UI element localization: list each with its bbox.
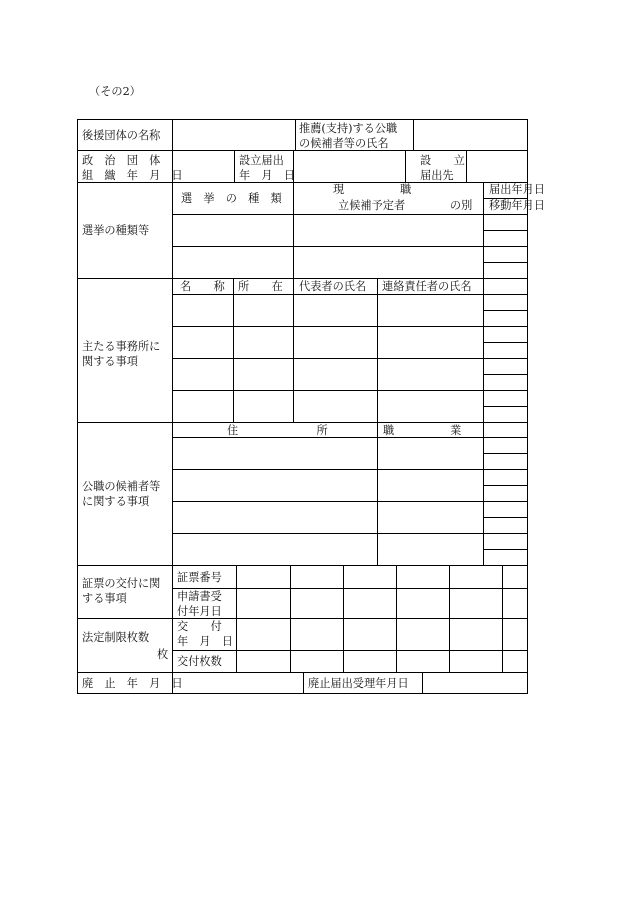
org-date-label-line2: 組 織 年 月 日 bbox=[82, 169, 183, 182]
notice-date-header: 届出年月日 bbox=[489, 183, 545, 196]
legal-limit-label-line2: 枚 bbox=[157, 648, 169, 661]
establish-notice-label-line2: 年 月 日 bbox=[239, 169, 295, 182]
election-type-header: 選 挙 の 種 類 bbox=[181, 192, 282, 205]
candidate-section-label-line2: に関する事項 bbox=[82, 495, 150, 508]
establish-notice-label-line1: 設立届出 bbox=[239, 154, 284, 167]
voucher-section-label-line2: する事項 bbox=[82, 592, 127, 605]
voucher-number-header: 証票番号 bbox=[177, 571, 222, 584]
voucher-section-label-line1: 証票の交付に関 bbox=[82, 577, 161, 590]
office-section-label-line2: 関する事項 bbox=[82, 355, 138, 368]
page-label: （その2） bbox=[89, 85, 141, 98]
office-address-header: 所 在 bbox=[238, 280, 283, 293]
application-date-header-line2: 付年月日 bbox=[177, 605, 222, 618]
candidate-section-label-line1: 公職の候補者等 bbox=[82, 480, 161, 493]
establish-destination-label-line1: 設 立 bbox=[420, 154, 465, 167]
candidate-name-label-line2: の候補者等の氏名 bbox=[299, 137, 389, 150]
current-office-header: 現 職 bbox=[333, 183, 412, 196]
candidate-occupation-header: 職 業 bbox=[383, 424, 462, 437]
candidate-name-label-line1: 推薦(支持)する公職 bbox=[299, 122, 398, 135]
legal-limit-label-line1: 法定制限枚数 bbox=[82, 631, 150, 644]
election-section-label: 選挙の種類等 bbox=[82, 224, 150, 237]
issue-date-header-line1: 交 付 bbox=[177, 620, 222, 633]
move-date-header: 移動年月日 bbox=[489, 199, 545, 212]
abolish-receipt-date-label: 廃止届出受理年月日 bbox=[308, 677, 409, 690]
office-section-label-line1: 主たる事務所に bbox=[82, 340, 161, 353]
issue-count-header: 交付枚数 bbox=[177, 655, 222, 668]
establish-destination-label-line2: 届出先 bbox=[420, 169, 454, 182]
application-date-header-line1: 申請書受 bbox=[177, 590, 222, 603]
org-date-label-line1: 政 治 団 体 bbox=[82, 154, 161, 167]
candidate-address-header: 住 所 bbox=[227, 424, 328, 437]
office-name-header: 名 称 bbox=[180, 280, 225, 293]
contact-person-name-header: 連絡責任者の氏名 bbox=[382, 280, 472, 293]
planned-candidate-header: 立候補予定者 の別 bbox=[338, 199, 473, 212]
issue-date-header-line2: 年 月 日 bbox=[177, 635, 233, 648]
abolish-date-label: 廃 止 年 月 日 bbox=[82, 677, 183, 690]
support-group-name-label: 後援団体の名称 bbox=[82, 129, 161, 142]
representative-name-header: 代表者の氏名 bbox=[299, 280, 367, 293]
